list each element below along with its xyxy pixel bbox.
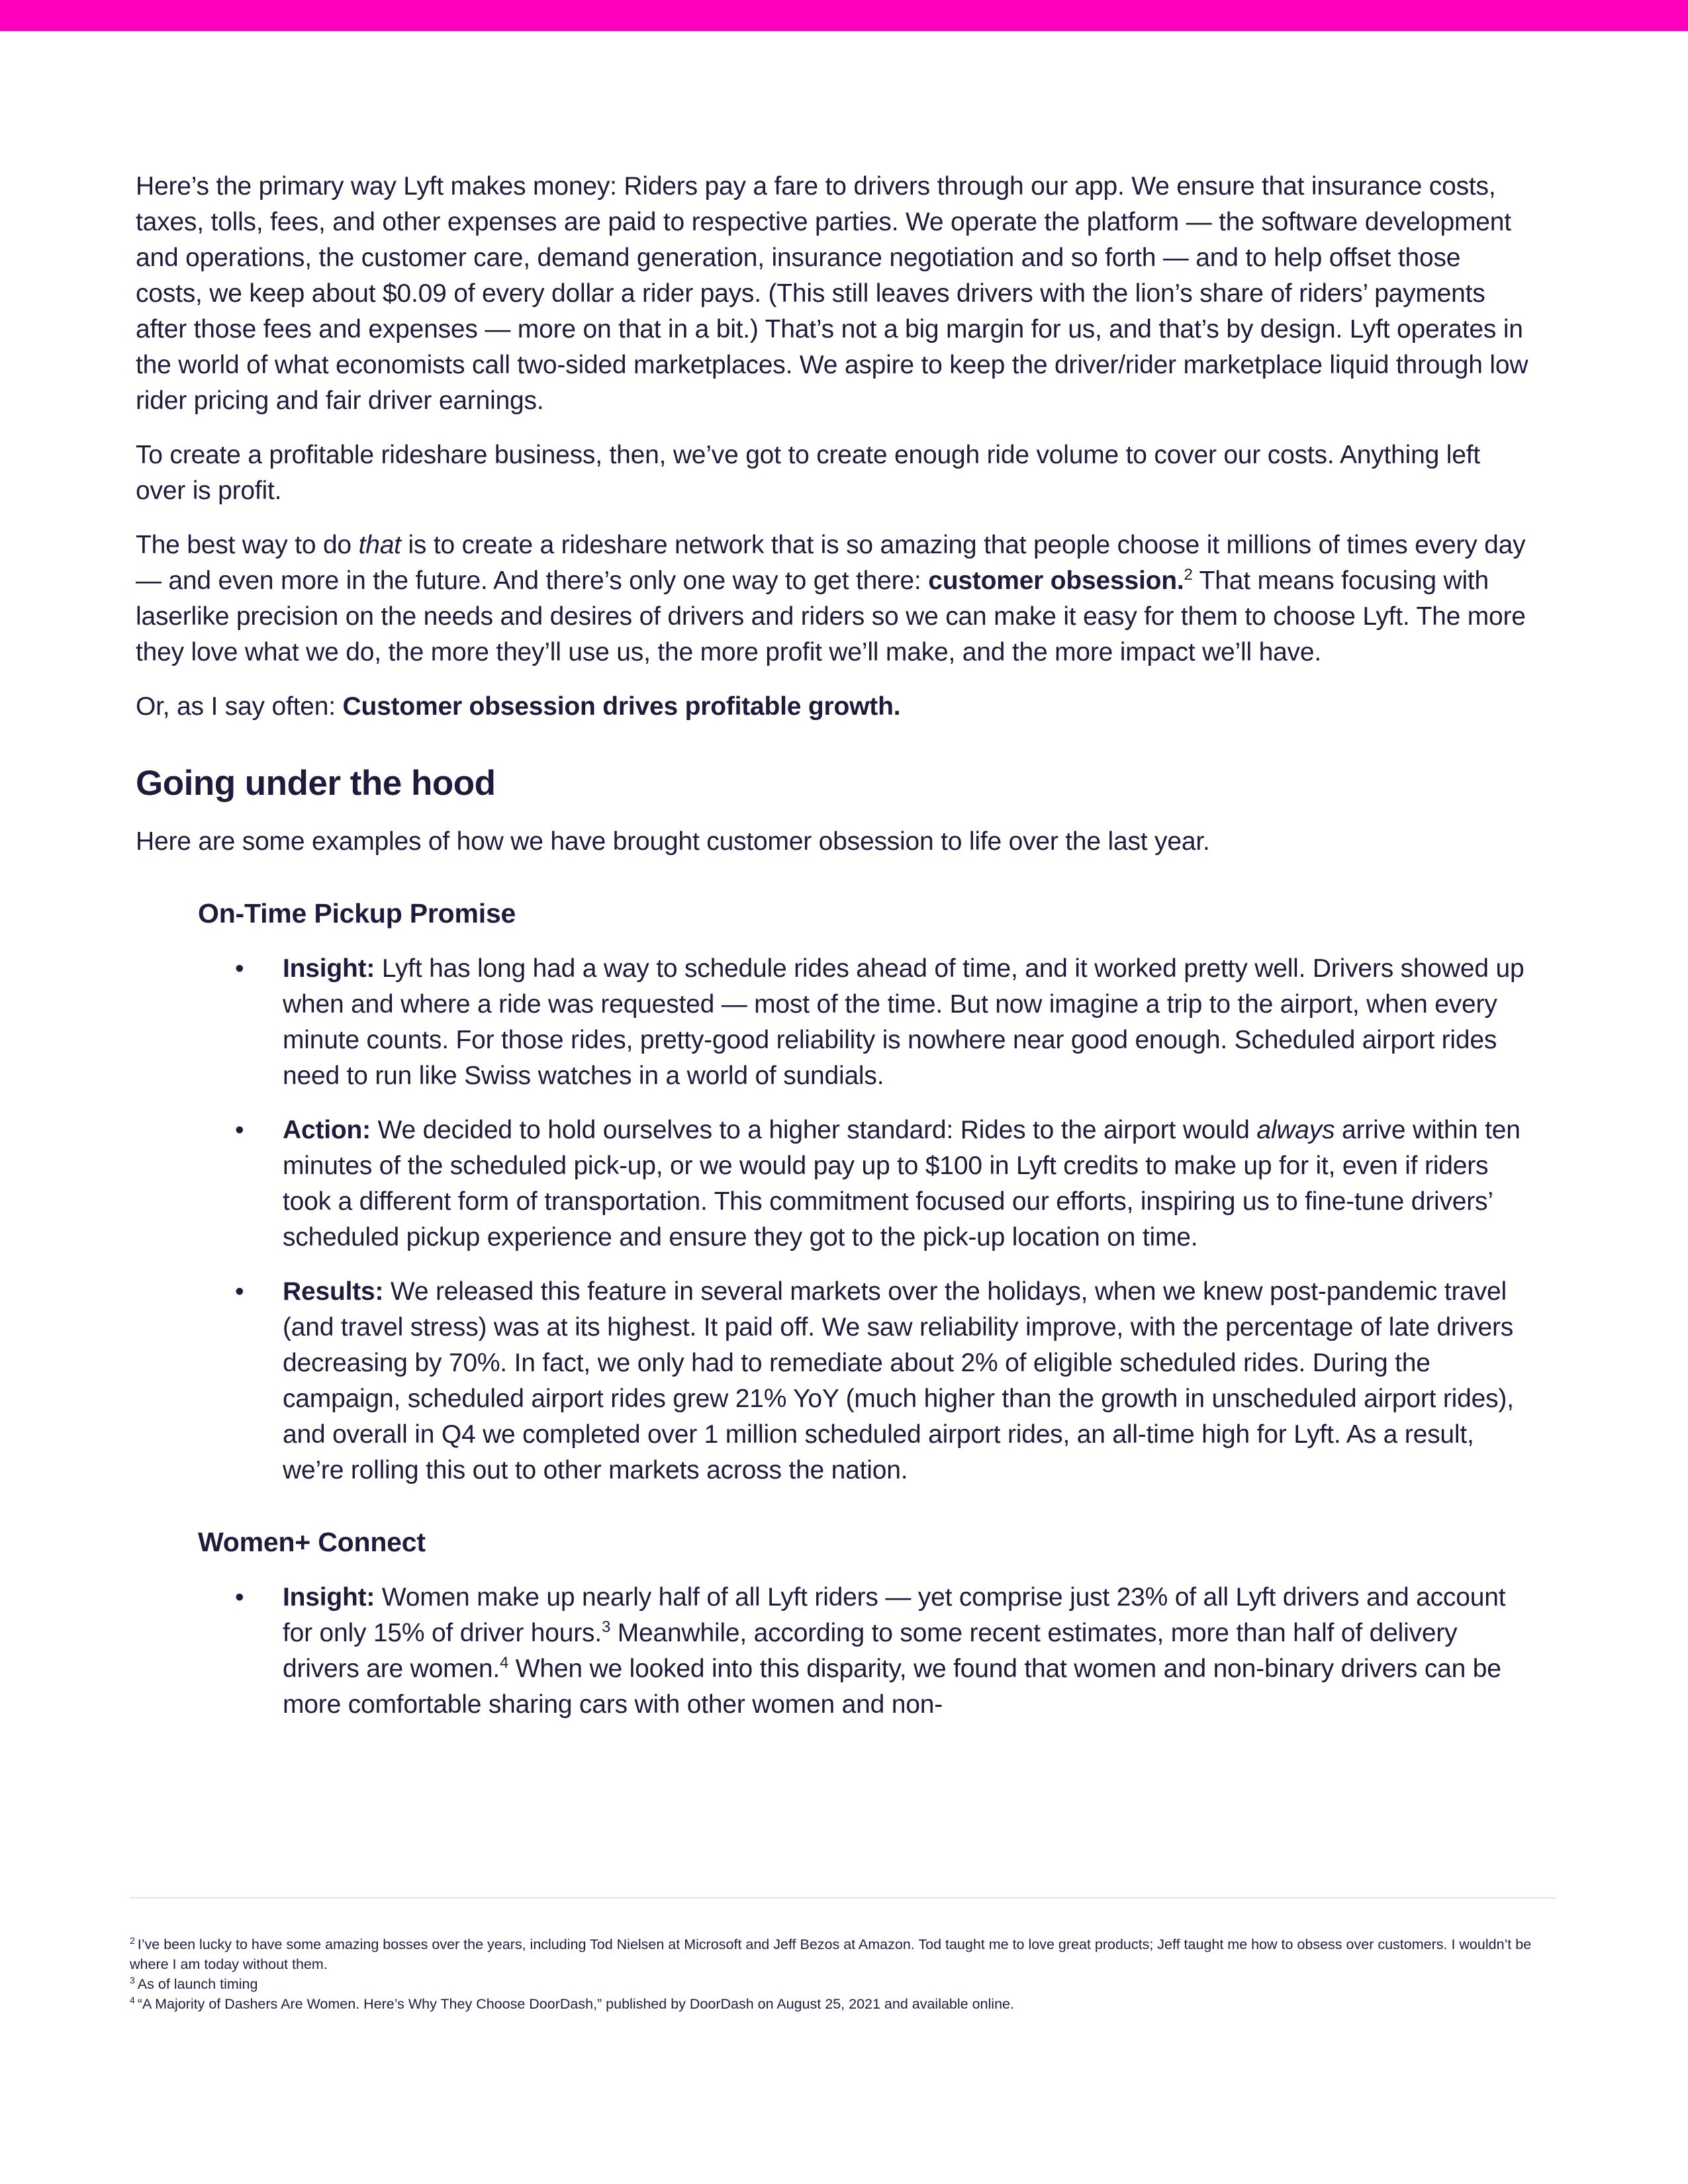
bullet-list	[136, 1580, 1529, 1723]
bullet-text: Action: We decided to hold ourselves to a higher standard: Rides to the airport would always arrive within ten minutes of the scheduled pick-up, or we would pay up to $100 in Lyft credits to make up for it, even if riders took a different form of transportation. This commitment focused our efforts, inspiring us to fine-tune drivers’ scheduled pickup experience and ensure they got to the pick-up location on time.	[283, 1116, 1521, 1251]
subsection-list	[136, 897, 1529, 1723]
subsection	[136, 897, 1529, 1488]
bullet-item	[136, 1113, 1529, 1255]
footnote-marker: 2	[130, 1934, 135, 1946]
bullet-text: Insight: Women make up nearly half of all Lyft riders — yet comprise just 23% of all Lyft drivers and account for only 15% of driver hours.$^3$ Meanwhile, according to some recent estimates, more than half of delivery drivers are women.$^4$ When we looked into this disparity, we found that women and non-binary drivers can be more comfortable sharing cars with other women and non-	[283, 1583, 1506, 1719]
bullet-item	[136, 1274, 1529, 1488]
footnote-text: “A Majority of Dashers Are Women. Here’s Why They Choose DoorDash,” published by DoorDash on August 25, 2021 and available online.	[137, 1996, 1014, 2012]
subsection-title: Women+ Connect	[198, 1527, 426, 1557]
bullet-list	[136, 951, 1529, 1488]
bullet-item	[136, 951, 1529, 1094]
footnote	[130, 1994, 1556, 2014]
bullet-icon: •	[235, 1583, 244, 1612]
bullet-item	[136, 1580, 1529, 1723]
footnote-marker: 4	[130, 1994, 135, 2005]
paragraph: To create a profitable rideshare business, then, we’ve got to create enough ride volume to cover our costs. Anything left over is profit.	[136, 441, 1480, 505]
footnote-text: As of launch timing	[137, 1976, 258, 1992]
subsection	[136, 1525, 1529, 1723]
bullet-icon: •	[235, 1277, 244, 1306]
paragraph: Here’s the primary way Lyft makes money: Riders pay a fare to drivers through our app. We ensure that insurance costs, taxes, tolls, fees, and other expenses are paid to respective parties. We operate the platform — the software development and operations, the customer care, demand generation, insurance negotiation and so forth — and to help offset those costs, we keep about $0.09 of every dollar a rider pays. (This still leaves drivers with the lion’s share of riders’ payments after those fees and expenses — more on that in a bit.) That’s not a big margin for us, and that’s by design. Lyft operates in the world of what economists call two-sided marketplaces. We aspire to keep the driver/rider marketplace liquid through low rider pricing and fair driver earnings.	[136, 172, 1528, 415]
bullet-text: Insight: Lyft has long had a way to schedule rides ahead of time, and it worked pretty well. Drivers showed up when and where a ride was requested — most of the time. But now imagine a trip to the airport, when every minute counts. For those rides, pretty-good reliability is nowhere near good enough. Scheduled airport rides need to run like Swiss watches in a world of sundials.	[283, 954, 1524, 1090]
footnote-list	[130, 1934, 1556, 2014]
footnote-text: I’ve been lucky to have some amazing bosses over the years, including Tod Nielsen at Microsoft and Jeff Bezos at Amazon. Tod taught me to love great products; Jeff taught me how to obsess over customers. I wouldn’t be where I am today without them.	[130, 1936, 1532, 1972]
subsection-title: On-Time Pickup Promise	[198, 898, 516, 929]
footnote-divider	[130, 1897, 1556, 1899]
footnote-marker: 3	[130, 1974, 135, 1985]
brand-accent-bar	[0, 0, 1688, 31]
paragraph: The best way to do that is to create a rideshare network that is so amazing that people choose it millions of times every day — and even more in the future. And there’s only one way to get there: customer obsession.$^2$ That means focusing with laserlike precision on the needs and desires of drivers and riders so we can make it easy for them to choose Lyft. The more they love what we do, the more they’ll use us, the more profit we’ll make, and the more impact we’ll have.	[136, 531, 1526, 666]
paragraph: Or, as I say often: Customer obsession drives profitable growth.	[136, 692, 901, 721]
bullet-icon: •	[235, 1116, 244, 1144]
footnote	[130, 1934, 1556, 1974]
footnote	[130, 1974, 1556, 1994]
bullet-icon: •	[235, 954, 244, 983]
footnotes	[130, 1897, 1556, 2014]
intro-paragraphs	[136, 169, 1529, 725]
section-heading: Going under the hood	[136, 764, 496, 803]
letter-body	[0, 31, 1688, 1741]
section-intro: Here are some examples of how we have brought customer obsession to life over the last year.	[136, 827, 1210, 856]
bullet-text: Results: We released this feature in several markets over the holidays, when we knew post-pandemic travel (and travel stress) was at its highest. It paid off. We saw reliability improve, with the percentage of late drivers decreasing by 70%. In fact, we only had to remediate about 2% of eligible scheduled rides. During the campaign, scheduled airport rides grew 21% YoY (much higher than the growth in unscheduled airport rides), and overall in Q4 we completed over 1 million scheduled airport rides, an all-time high for Lyft. As a result, we’re rolling this out to other markets across the nation.	[283, 1277, 1514, 1484]
